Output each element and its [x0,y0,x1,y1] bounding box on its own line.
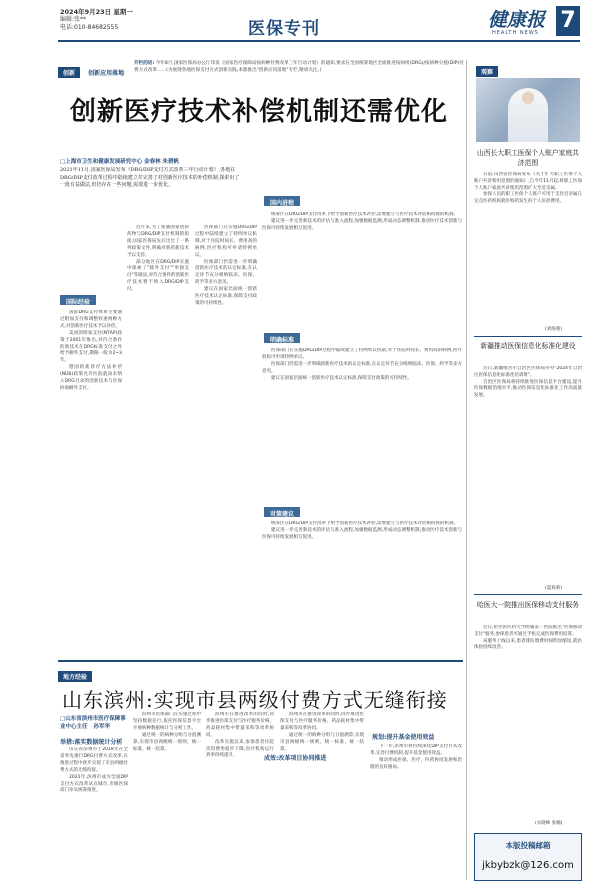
paragraph: 近年来,为了加强国家创新药物与DRG/DIP支付机制的衔接,国家医保局先后出台了一系列政策文件,明确对新药新技术予以支持。 [127,225,189,258]
local-subhead-3: 规划:提升基金使用效益 [372,734,435,741]
paragraph: 滨州市在推进改革的同时,同步推进医保支付与医疗服务价格、药品耗材集中带量采购等改革协同。 [206,712,274,738]
local-col-2 [133,712,201,879]
page-number: 7 [556,6,580,36]
subhead-suggestions: 对策建议 [264,507,300,517]
local-subhead-2: 成效:改革项目协同推进 [264,755,327,762]
feature-col-3 [195,225,257,655]
paragraph: 该服务上线以来,患者排队缴费时间明显缩短,就医体验持续改善。 [474,638,582,651]
submission-email[interactable]: jkbybzk@126.com [482,860,574,871]
right-article2-author: (夏莉莉) [545,586,563,591]
paragraph: 美国的附加支付(NTAP)政策于2001年推出,对符合条件的新技术在DRG标准支付之外给予额外支付,期限一般为2~3年。 [60,330,122,364]
paragraph: 建议在国家层面统一创新医疗技术认定标准,保障支付政策的可持续性。 [271,375,412,381]
paragraph: 国际DRG支付体系主要通过附加支付和调整权重两种方式,对创新医疗技术予以补偿。 [60,310,122,329]
feature-col-2 [127,225,189,655]
feature-byline: □上海市卫生和健康发展研究中心 金春林 朱碧帆 [60,159,180,165]
paragraph: 医保部门在实施DRG/DIP过程中陆续建立了特例单议机制,对于住院时间长、费用高的病例,医疗机构可申请特例单议。 [195,225,257,258]
paragraph: 自治区医保局将持续推进医保信息平台建设,提升医保数据治理水平,推动医保信息化标准化工作高质量发展。 [474,379,582,399]
paragraph: 参保人员的职工医保个人账户可用于支付近亲属在定点医药机构就医购药发生的个人负担费用。 [474,192,582,205]
paragraph: 滨州市在推进改革的同时,同步推进医保支付与医疗服务价格、药品耗材集中带量采购等改革协同。 [280,712,364,731]
paragraph: 近日,新疆维吾尔自治区医保局举办"2024年自治区医保信息化标准化培训班"。 [474,366,582,378]
right-divider [474,336,582,337]
paragraph: 山东省滨州市于2018年在全省率先推行DRG付费方式改革,在推进过程中逐步实现了市县两级付费方式的无缝衔接。 [60,747,128,773]
right-article3-title: 哈医大一院推出医保移动支付服务 [477,601,579,609]
feature-headline: 创新医疗技术补偿机制还需优化 [70,97,449,127]
right-article1-title: 山西长大职工医保个人账户家庭共济范围 [477,149,579,167]
header-rule [58,40,580,42]
paragraph: 滨州市医保部门在实施过程中坚持数据先行,依托医保信息平台开展病种数据统计与分析工作。 [133,712,201,731]
feature-column-name: 创新应用落地 [88,70,125,77]
feature-tag: 创新 [58,67,80,78]
brand-subtitle: HEALTH NEWS [492,30,539,36]
submission-box [474,833,582,881]
editor-phone: 电话:010-84682555 [60,24,119,31]
paragraph: 统筹区在DRG/DIP支付改革下给予创新医疗技术补偿,需要建立与医疗技术评估相衔接的机制。 [271,212,459,217]
subhead-domestic: 国内进程 [264,196,300,206]
paragraph: 近日,哈尔滨医科大学附属第一医院推出"医保移动支付"服务,参保患者可通过手机完成医保费用结算。 [474,625,582,637]
paragraph: 医保部门仍需进一步明确创新医疗技术的认定标准,在认定环节充分吸纳临床、医保、药学等多方意见。 [262,361,462,374]
paragraph: 建议进一步完善新技术的评估与准入流程,加强数据监测,形成动态调整机制,推动医疗技术创新与医保可持续发展相互促进。 [262,218,462,231]
news-photo [476,78,580,142]
local-col-3 [206,712,274,879]
subhead-international: 国际经验 [60,295,96,305]
byline-name: 孙军华 [93,724,110,730]
local-subhead-1: 举措:落实数据统计分析 [60,739,123,746]
right-article2-title: 新疆推动医保信息化标准化建设 [480,342,576,350]
right-article1-body [474,172,582,324]
local-col-5 [370,744,462,879]
section-title: 医保专刊 [248,19,320,39]
paragraph: 通过统一的病种分组与分值测算,实现市县两级统一规则、统一标准、统一结算。 [133,732,201,752]
right-article3-author: (衣晓峰 张楠) [535,821,563,826]
paragraph: 日前,山西省医保局发布《关于扩大职工医保个人账户共济使用范围的通知》,自今年11月起,将职工医保个人账户家庭共济使用范围扩大至近亲属。 [474,172,582,191]
intro-text: 今年8月,国家医保局办公厅印发《国家医疗保障局按病种付费改革三年行动计划》的通知,要求在全国统筹地区全面推进按病组(DRG)/按病种分值(DIP)付费方式改革……(为展现各地医保支付方式创新实践,本版推出"创新应用落地"专栏,敬请关注。) [134,61,464,73]
header-meta [60,8,133,32]
local-col-4 [280,712,364,879]
paragraph: 医保部门仍需进一步明确创新医疗技术的认定标准,在认定环节充分吸纳临床、医保、药学等多方意见。 [195,259,257,286]
local-tag: 地方经验 [58,671,92,682]
paragraph: 德国的新诊疗方法补偿(NUB)政策允许医院就尚未纳入DRG目录的创新技术与医保协商额外支付。 [60,365,122,391]
paragraph: 改革实施以来,参保患者住院次均费用稳步下降,医疗机构运行效率持续提升。 [206,739,274,759]
right-article3-body [474,625,582,818]
feature-col-4 [262,212,462,327]
local-tag-bar [58,664,92,683]
submission-title: 本版投稿邮箱 [505,841,551,850]
paragraph: 部分地区在DRG/DIP实施中探索了"除外支付""单独支付"等做法,对符合条件的创新医疗技术暂不纳入DRG/DIP支付。 [127,259,189,293]
column-separator [466,60,467,880]
intro-label: 开栏的话: [134,61,155,66]
photo-person-icon [508,88,548,142]
feature-col-1 [60,310,122,655]
paragraph: 推动形成医保、医疗、医药协同发展和治理的良好格局。 [370,757,462,770]
local-byline [60,715,130,731]
feature-abstract: 2021年11月,国家医保局发布《DRG/DIP支付方式改革三年行动计划》,各地在DRG/DIP支付改革过程中陆续建立并完善了对创新医疗技术的补偿机制,探索出了一批有益做法,但仍存在一些问题,需要进一步优化。 [60,167,240,189]
brand-logo: 健康报 [488,9,546,31]
editor-name: 编辑:张** [60,16,87,23]
paragraph: 通过统一的病种分组与分值测算,实现市县两级统一规则、统一标准、统一结算。 [280,732,364,752]
feature-col-6 [262,521,462,655]
page-header [0,0,600,46]
issue-date: 2024年9月23日 星期一 [60,8,133,16]
paragraph: 统筹区在DRG/DIP支付改革下给予创新医疗技术补偿,需要建立与医疗技术评估相衔接的机制。 [271,521,459,526]
right-article2-body [474,366,582,582]
right-article1-author: (刘海燕) [545,327,563,332]
right-divider [474,594,582,595]
paragraph: 建议在国家层面统一创新医疗技术认定标准,保障支付政策的可持续性。 [195,287,257,306]
paragraph: 建议进一步完善新技术的评估与准入流程,加强数据监测,形成动态调整机制,推动医疗技术创新与医保可持续发展相互促进。 [262,527,462,540]
column-intro [134,60,464,74]
subhead-standards: 明确标准 [264,333,300,343]
local-headline: 山东滨州:实现市县两级付费方式无缝衔接 [62,688,448,712]
local-col-1 [60,747,128,879]
section-divider [58,660,463,662]
paragraph: 医保部门在实施DRG/DIP过程中陆续建立了特例单议机制,对于住院时间长、费用高的病例,医疗机构可申请特例单议。 [262,348,462,360]
byline-org: □山东省滨州市医疗保障事业中心主任 [60,716,126,730]
paragraph: 下一步,滨州市将持续深化DIP支付方式改革,完善付费机制,提升基金使用效益。 [370,744,462,756]
feature-col-5 [262,348,462,500]
right-tag: 观察 [476,66,498,77]
paragraph: 2021年,滨州市成为全国DIP支付方式改革试点城市,市级医保部门牵头统筹推进。 [60,774,128,794]
